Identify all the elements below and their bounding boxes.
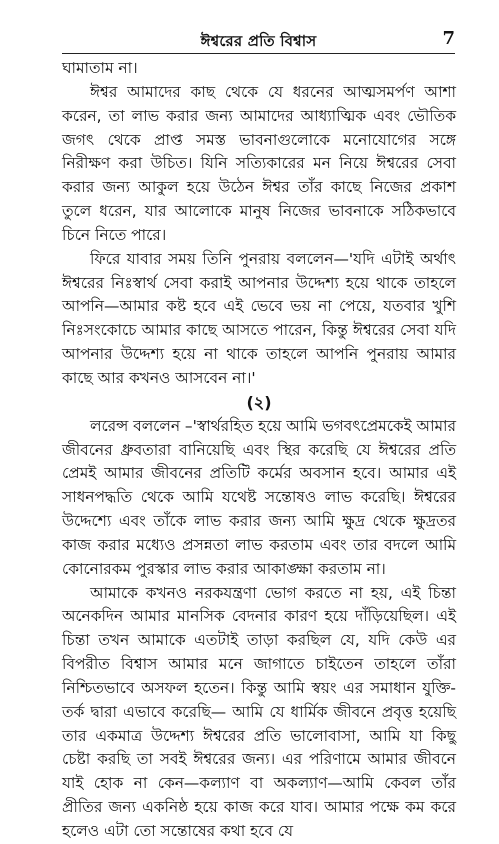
body-text	[62, 57, 456, 844]
header-divider	[62, 53, 455, 54]
section-number: (২)	[246, 392, 272, 412]
paragraph: লরেন্স বললেন –'স্বার্থরহিত হয়ে আমি ভগবৎপ্রেমকেই আমার জীবনের ধ্রুবতারা বানিয়েছি এবং স্থির করেছি যে ঈশ্বরের প্রতি প্রেমই আমার জীবনের প্রতিটি কর্মের অবসান হবে। আমার এই সাধনপদ্ধতি থেকে আমি যথেষ্ট সন্তোষও লাভ করেছি। ঈশ্বরের উদ্দেশ্যে এবং তাঁকে লাভ করার জন্য আমি ক্ষুদ্র থেকে ক্ষুদ্রতর কাজ করার মধ্যেও প্রসন্নতা লাভ করতাম এবং তার বদলে আমি কোনোরকম পুরস্কার লাভ করার আকাঙ্ক্ষা করতাম না।	[62, 416, 456, 578]
paragraph-continued: ঘামাতাম না।	[62, 59, 138, 77]
page-number: 7	[442, 28, 455, 49]
chapter-title: ঈশ্বরের প্রতি বিশ্বাস	[200, 32, 317, 50]
paragraph-quote: ফিরে যাবার সময় তিনি পুনরায় বললেন—'যদি এটাই অর্থাৎ ঈশ্বরের নিঃস্বার্থ সেবা করাই আপনার উদ্দেশ্য হয়ে থাকে তাহলে আপনি—আমার কষ্ট হবে এই ভেবে ভয় না পেয়ে, যতবার খুশি নিঃসংকোচে আমার কাছে আসতে পারেন, কিন্তু ঈশ্বরের সেবা যদি আপনার উদ্দেশ্য হয়ে না থাকে তাহলে আপনি পুনরায় আমার কাছে আর কখনও আসবেন না।'	[62, 249, 456, 387]
running-header	[62, 28, 455, 50]
paragraph: ঈশ্বর আমাদের কাছ থেকে যে ধরনের আত্মসমর্পণ আশা করেন, তা লাভ করার জন্য আমাদের আধ্যাত্মিক এবং ভৌতিক জগৎ থেকে প্রাপ্ত সমস্ত ভাবনাগুলোকে মনোযোগের সঙ্গে নিরীক্ষণ করা উচিত। যিনি সত্যিকারের মন নিয়ে ঈশ্বরের সেবা করার জন্য আকুল হয়ে উঠেন ঈশ্বর তাঁর কাছে নিজের প্রকাশ তুলে ধরেন, যার আলোকে মানুষ নিজের ভাবনাকে সঠিকভাবে চিনে নিতে পারে।	[62, 82, 456, 244]
paragraph: আমাকে কখনও নরকযন্ত্রণা ভোগ করতে না হয়, এই চিন্তা অনেকদিন আমার মানসিক বেদনার কারণ হয়ে দাঁড়িয়েছিল। এই চিন্তা তখন আমাকে এতটাই তাড়া করছিল যে, যদি কেউ এর বিপরীত বিশ্বাস আমার মনে জাগাতে চাইতেন তাহলে তাঁরা নিশ্চিতভাবে অসফল হতেন। কিন্তু আমি স্বয়ং এর সমাধান যুক্তি-তর্ক দ্বারা এভাবে করেছি— আমি যে ধার্মিক জীবনে প্রবৃত্ত হয়েছি তার একমাত্র উদ্দেশ্য ঈশ্বরের প্রতি ভালোবাসা, আমি যা কিছু চেষ্টা করছি তা সবই ঈশ্বরের জন্য। এর পরিণামে আমার জীবনে যাই হোক না কেন—কল্যাণ বা অকল্যাণ—আমি কেবল তাঁর প্রীতির জন্য একনিষ্ঠ হয়ে কাজ করে যাব। আমার পক্ষে কম করে হলেও এটা তো সন্তোষের কথা হবে যে	[62, 583, 456, 840]
